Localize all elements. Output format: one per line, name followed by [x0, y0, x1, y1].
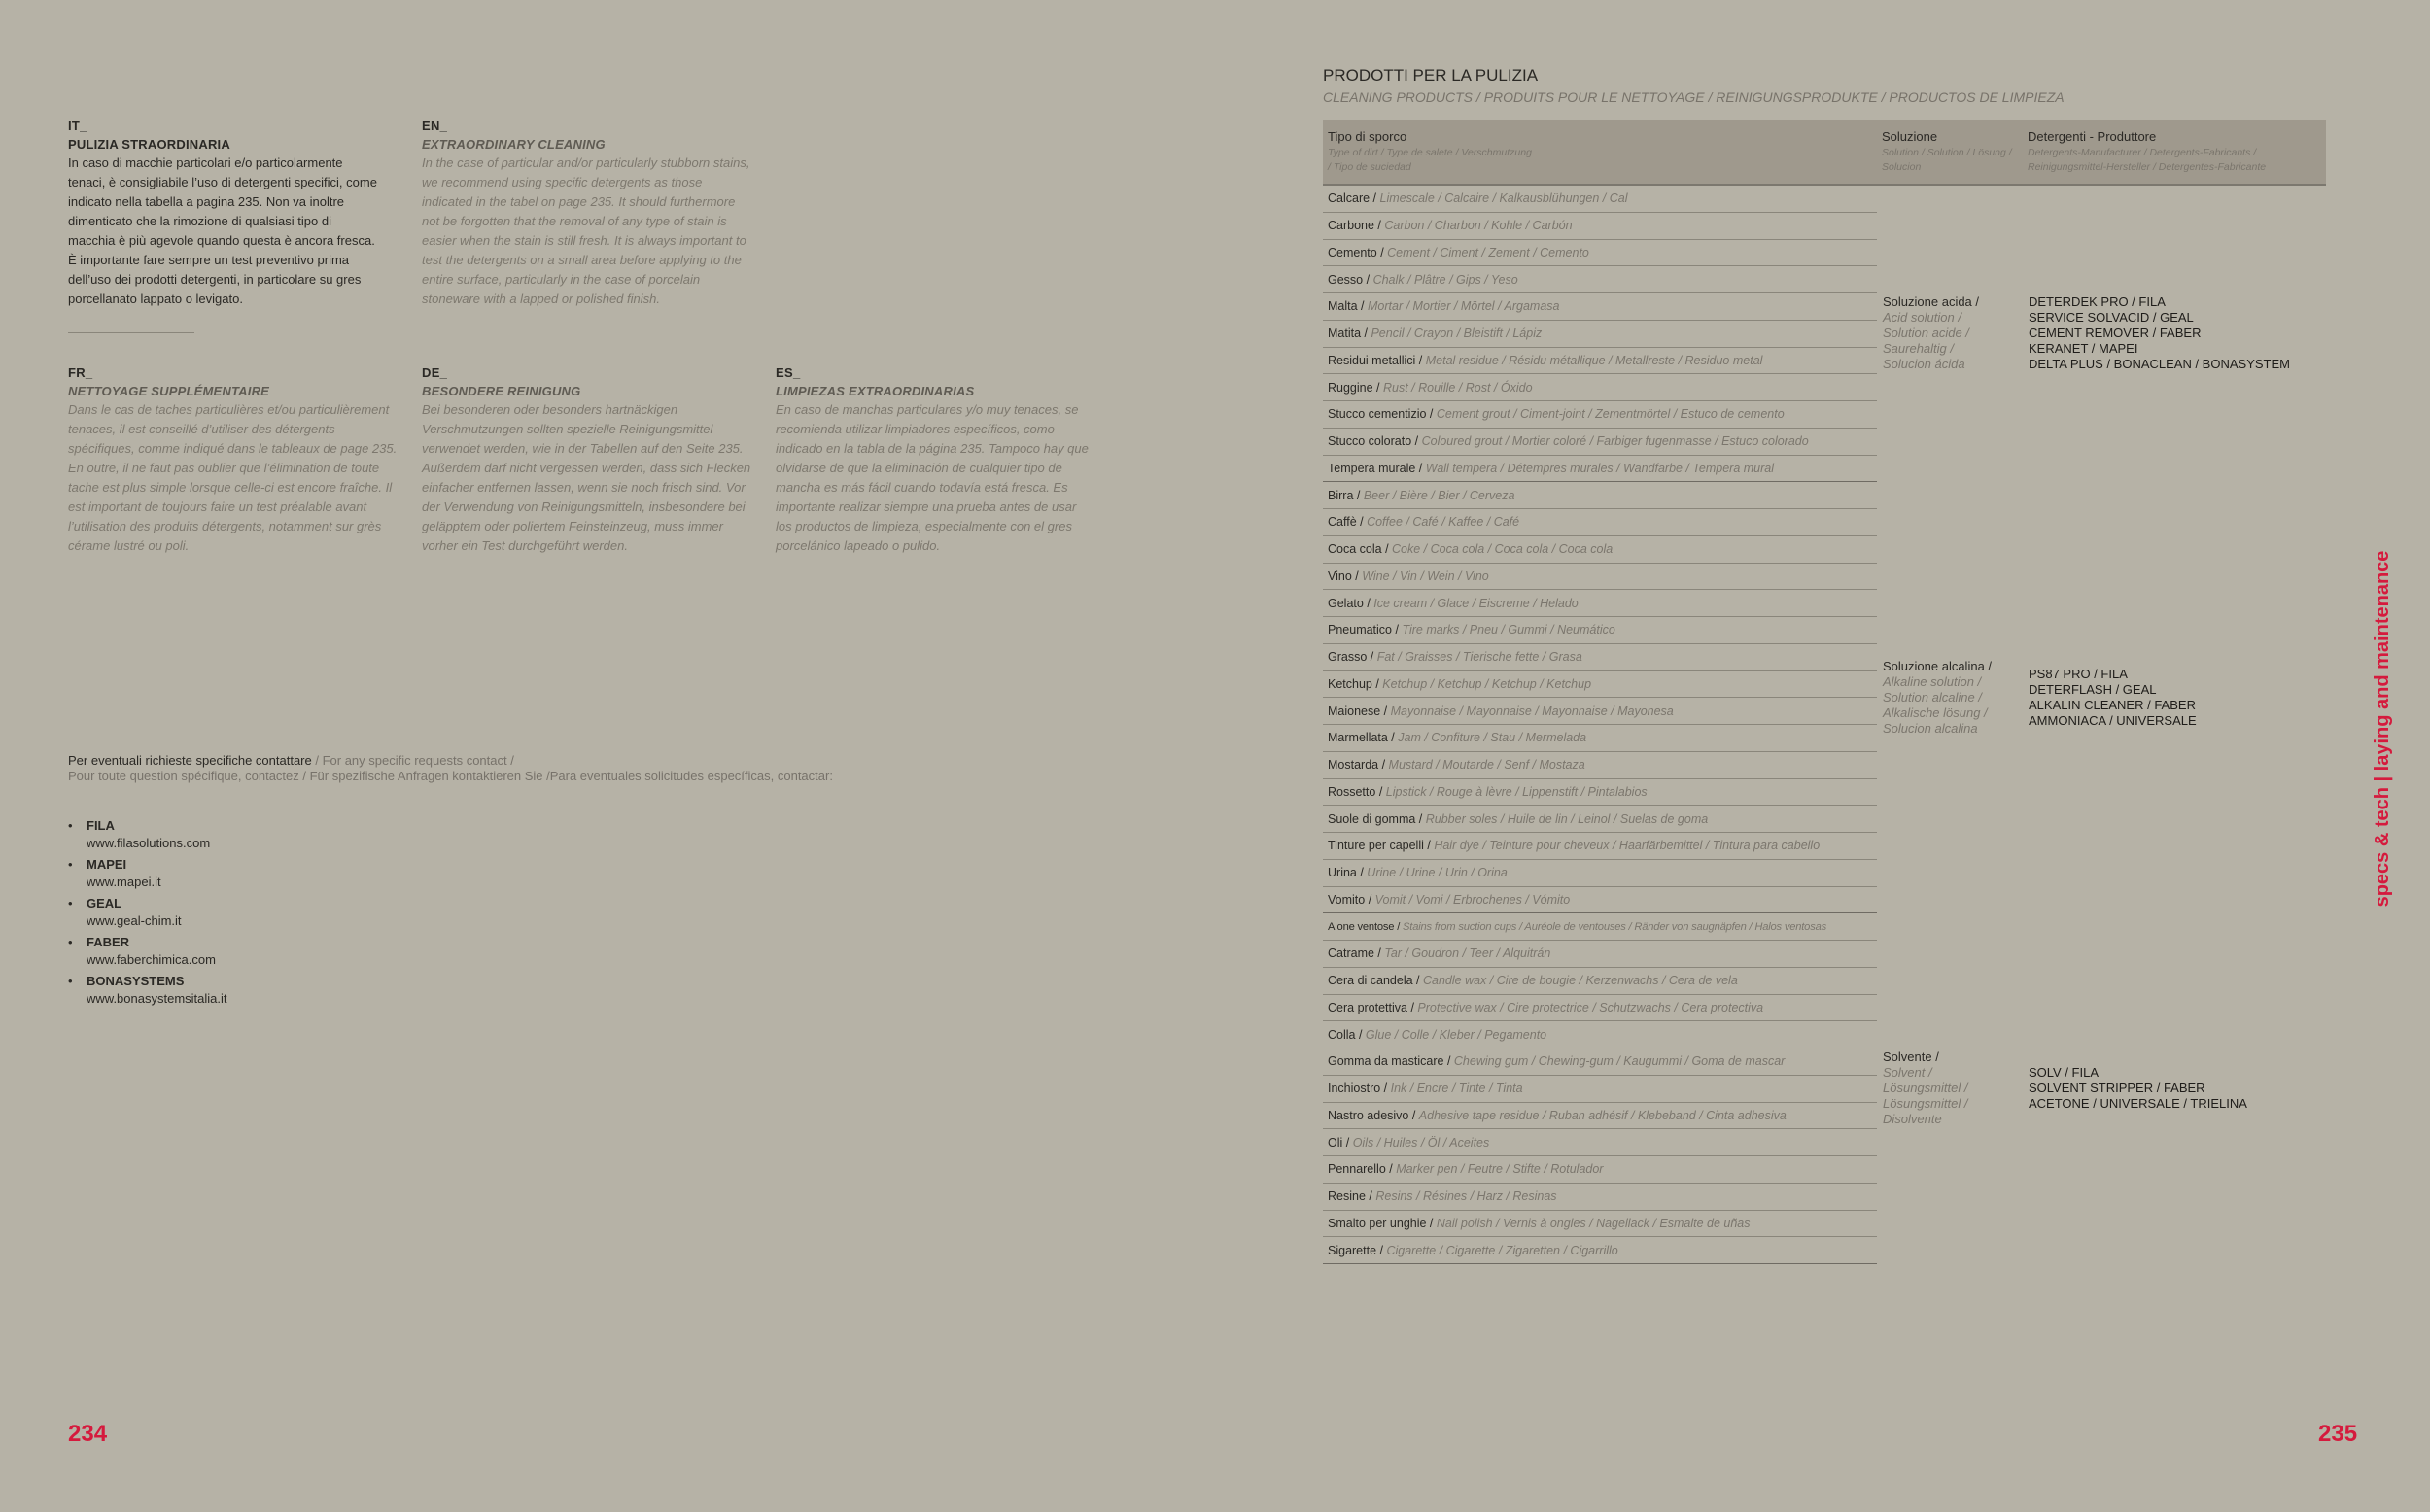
dirt-name-it: Tempera murale [1328, 461, 1416, 475]
dirt-name-translations: Mortar / Mortier / Mörtel / Argamasa [1368, 299, 1560, 314]
solution-name: Soluzione acida / [1883, 294, 1980, 310]
dirt-name-translations: Cement grout / Ciment-joint / Zementmörtel / Estuco de cemento [1436, 407, 1785, 422]
dirt-type-cell: Matita / Pencil / Crayon / Bleistift / Lápiz [1323, 320, 1877, 347]
dirt-name-translations: Nail polish / Vernis à ongles / Nagellack / Esmalte de uñas [1436, 1216, 1751, 1230]
dirt-name-it: Cera protettiva [1328, 1000, 1407, 1014]
company-url[interactable]: www.faberchimica.com [87, 952, 216, 967]
dirt-name-translations: Limescale / Calcaire / Kalkausblühungen / Cal [1379, 191, 1628, 206]
dirt-type-cell: Alone ventose / Stains from suction cups / Auréole de ventouses / Ränder von saugnäpfen / Halos ventosas [1323, 913, 1877, 941]
dirt-name-translations: Chalk / Plâtre / Gips / Yeso [1372, 272, 1518, 287]
contact-translations: Pour toute question spécifique, contactez / Für spezifische Anfragen kontaktieren Sie /Para eventuales solicitudes específicas, contactar: [68, 769, 833, 783]
section-title: PULIZIA STRAORDINARIA [68, 137, 230, 152]
detergent-product: SOLV / FILA [2029, 1065, 2100, 1081]
solution-translation: Disolvente [1883, 1112, 1942, 1127]
dirt-name-it: Ruggine [1328, 380, 1373, 395]
page-number-left: 234 [68, 1421, 108, 1447]
dirt-type-cell: Coca cola / Coke / Coca cola / Coca cola / Coca cola [1323, 535, 1877, 563]
dirt-name-it: Gomma da masticare [1328, 1054, 1444, 1069]
dirt-type-cell: Tempera murale / Wall tempera / Détempres murales / Wandfarbe / Tempera mural [1323, 455, 1877, 482]
dirt-name-it: Pennarello [1328, 1162, 1386, 1177]
dirt-name-translations: Vomit / Vomi / Erbrochenes / Vómito [1374, 892, 1571, 907]
dirt-name-translations: Rust / Rouille / Rost / Óxido [1383, 380, 1533, 395]
dirt-name-it: Sigarette [1328, 1243, 1377, 1257]
section-body: En caso de manchas particulares y/o muy tenaces, se recomienda utilizar limpiadores específicos, como indicado en la tabla de la página 235. Tampoco hay que olvidarse de que la eliminación de cualquier tipo de mancha es más fácil cuando todavía está fresca. Es importante realizar siempre una prueba antes de usar los productos de limpieza, especialmente con el gres porcelánico lapeado o pulido. [776, 402, 1089, 553]
dirt-name-translations: Stains from suction cups / Auréole de ventouses / Ränder von saugnäpfen / Halos ventosas [1403, 920, 1827, 933]
section-es [776, 365, 1091, 556]
dirt-type-cell: Cera di candela / Candle wax / Cire de bougie / Kerzenwachs / Cera de vela [1323, 967, 1877, 994]
section-side-label: specs & tech | laying and maintenance [2372, 550, 2393, 908]
dirt-name-translations: Urine / Urine / Urin / Orina [1367, 866, 1508, 880]
dirt-name-it: Alone ventose [1328, 920, 1395, 933]
dirt-type-cell: Residui metallici / Metal residue / Résidu métallique / Metallreste / Residuo metal [1323, 347, 1877, 374]
dirt-name-translations: Cement / Ciment / Zement / Cemento [1387, 245, 1589, 259]
dirt-type-cell: Catrame / Tar / Goudron / Teer / Alquitrán [1323, 941, 1877, 968]
detergent-product: DELTA PLUS / BONACLEAN / BONASYSTEM [2029, 357, 2290, 372]
detergent-cell [2023, 185, 2326, 482]
header-sublabel: Solution / Solution / Lösung / Solucion [1882, 147, 2012, 173]
section-en [422, 119, 754, 309]
dirt-name-translations: Tar / Goudron / Teer / Alquitrán [1384, 946, 1551, 961]
company-name: • MAPEI [87, 857, 127, 872]
dirt-name-translations: Fat / Graisses / Tierische fette / Grasa [1376, 650, 1582, 665]
solution-translation: Solucion ácida [1883, 357, 1965, 372]
dirt-name-it: Suole di gomma [1328, 811, 1416, 826]
dirt-name-it: Rossetto [1328, 784, 1376, 799]
company-name: • BONASYSTEMS [87, 974, 185, 988]
lang-label: DE_ [422, 365, 448, 380]
solution-name: Solvente / [1883, 1049, 1939, 1065]
header-solution [1877, 120, 2023, 185]
contact-note [68, 753, 943, 784]
dirt-type-cell: Inchiostro / Ink / Encre / Tinte / Tinta [1323, 1075, 1877, 1102]
dirt-name-it: Cera di candela [1328, 974, 1413, 988]
page-number-right: 235 [2318, 1421, 2358, 1447]
table-row [1323, 482, 2326, 509]
dirt-name-it: Oli [1328, 1135, 1343, 1150]
header-label: Detergenti - Produttore [2028, 129, 2157, 144]
header-label: Soluzione [1882, 129, 1938, 144]
list-item [68, 856, 457, 891]
solution-cell [1877, 913, 2023, 1264]
solution-translation: Solucion alcalina [1883, 720, 1978, 736]
dirt-name-it: Coca cola [1328, 542, 1382, 557]
dirt-type-cell: Sigarette / Cigarette / Cigarette / Zigaretten / Cigarrillo [1323, 1237, 1877, 1264]
dirt-name-translations: Candle wax / Cire de bougie / Kerzenwachs / Cera de vela [1422, 974, 1738, 988]
section-title: NETTOYAGE SUPPLÉMENTAIRE [68, 384, 270, 398]
dirt-type-cell: Suole di gomma / Rubber soles / Huile de lin / Leinol / Suelas de goma [1323, 806, 1877, 833]
dirt-name-it: Gelato [1328, 596, 1364, 610]
solution-translation: Alkaline solution / [1883, 673, 1982, 689]
dirt-name-translations: Coffee / Café / Kaffee / Café [1367, 515, 1520, 530]
list-item [68, 973, 457, 1008]
contact-intro: Per eventuali richieste specifiche contattare [68, 753, 312, 768]
cleaning-table-wrapper [1323, 120, 2326, 1264]
dirt-type-cell: Cera protettiva / Protective wax / Cire protectrice / Schutzwachs / Cera protectiva [1323, 994, 1877, 1021]
dirt-type-cell: Gelato / Ice cream / Glace / Eiscreme / Helado [1323, 590, 1877, 617]
detergent-cell [2023, 482, 2326, 913]
lang-label: EN_ [422, 119, 448, 133]
dirt-type-cell: Oli / Oils / Huiles / Öl / Aceites [1323, 1129, 1877, 1156]
section-title: BESONDERE REINIGUNG [422, 384, 581, 398]
dirt-name-it: Nastro adesivo [1328, 1108, 1409, 1122]
contact-list [68, 817, 457, 1012]
dirt-name-it: Caffè [1328, 515, 1357, 530]
header-dirt [1323, 120, 1877, 185]
dirt-type-cell: Ketchup / Ketchup / Ketchup / Ketchup / Ketchup [1323, 670, 1877, 698]
dirt-name-translations: Mayonnaise / Mayonnaise / Mayonnaise / Mayonesa [1390, 704, 1674, 718]
dirt-type-cell: Malta / Mortar / Mortier / Mörtel / Argamasa [1323, 293, 1877, 321]
company-name: • GEAL [87, 896, 122, 911]
dirt-name-translations: Coloured grout / Mortier coloré / Farbiger fugenmasse / Estuco colorado [1421, 434, 1809, 449]
dirt-name-translations: Carbon / Charbon / Kohle / Carbón [1384, 219, 1573, 233]
list-item [68, 934, 457, 969]
detergent-product: KERANET / MAPEI [2029, 341, 2138, 357]
dirt-type-cell: Smalto per unghie / Nail polish / Vernis à ongles / Nagellack / Esmalte de uñas [1323, 1210, 1877, 1237]
dirt-name-it: Vomito [1328, 892, 1366, 907]
dirt-name-it: Resine [1328, 1189, 1366, 1204]
section-body: Bei besonderen oder besonders hartnäckigen Verschmutzungen sollten spezielle Reinigungsmittel verwendet werden, wie in der Tabellen auf den Seite 235. Außerdem darf nicht vergessen werden, dass sich Flecken einfacher entfernen lassen, wenn sie noch frisch sind. Vor der Verwendung von Reinigungsmitteln, insbesondere bei geläpptem oder poliertem Feinsteinzeug, muss immer vorher ein Test durchgeführt werden. [422, 402, 751, 553]
solution-name: Soluzione alcalina / [1883, 658, 1993, 673]
dirt-type-cell: Vomito / Vomit / Vomi / Erbrochenes / Vómito [1323, 886, 1877, 913]
detergent-cell [2023, 913, 2326, 1264]
dirt-name-it: Residui metallici [1328, 353, 1416, 367]
list-item [68, 895, 457, 930]
list-item [68, 817, 457, 852]
dirt-name-it: Tinture per capelli [1328, 839, 1424, 853]
cleaning-table [1323, 120, 2326, 1264]
dirt-type-cell: Pennarello / Marker pen / Feutre / Stifte / Rotulador [1323, 1156, 1877, 1184]
dirt-name-translations: Cigarette / Cigarette / Zigaretten / Cigarrillo [1386, 1243, 1618, 1257]
dirt-name-translations: Rubber soles / Huile de lin / Leinol / Suelas de goma [1425, 811, 1709, 826]
dirt-name-it: Smalto per unghie [1328, 1216, 1427, 1230]
detergent-product: DETERFLASH / GEAL [2029, 681, 2157, 697]
dirt-name-translations: Adhesive tape residue / Ruban adhésif / Klebeband / Cinta adhesiva [1418, 1108, 1787, 1122]
dirt-name-it: Ketchup [1328, 676, 1372, 691]
solution-cell [1877, 185, 2023, 482]
section-body: In the case of particular and/or particularly stubborn stains, we recommend using specific detergents as those indicated in the tabel on page 235. It should furthermore not be forgotten that the removal of any type of stain is easier when the stain is still fresh. It is always important to test the detergents on a small area before applying to the entire surface, particularly in the case of porcelain stoneware with a lapped or polished finish. [422, 155, 750, 306]
dirt-name-it: Stucco colorato [1328, 434, 1412, 449]
solution-cell [1877, 482, 2023, 913]
section-fr [68, 365, 399, 556]
dirt-type-cell: Calcare / Limescale / Calcaire / Kalkausblühungen / Cal [1323, 185, 1877, 212]
dirt-name-translations: Chewing gum / Chewing-gum / Kaugummi / Goma de mascar [1453, 1054, 1786, 1069]
section-it [68, 119, 379, 309]
solution-translation: Lösungsmittel / [1883, 1081, 1968, 1096]
dirt-name-translations: Ink / Encre / Tinte / Tinta [1390, 1082, 1523, 1096]
dirt-type-cell: Mostarda / Mustard / Moutarde / Senf / Mostaza [1323, 751, 1877, 778]
lang-label: ES_ [776, 365, 801, 380]
dirt-type-cell: Grasso / Fat / Graisses / Tierische fette / Grasa [1323, 643, 1877, 670]
company-url[interactable]: www.filasolutions.com [87, 836, 211, 850]
dirt-name-it: Colla [1328, 1027, 1356, 1042]
detergent-product: AMMONIACA / UNIVERSALE [2029, 712, 2197, 728]
detergent-product: SOLVENT STRIPPER / FABER [2029, 1081, 2205, 1096]
dirt-name-it: Inchiostro [1328, 1082, 1381, 1096]
dirt-name-it: Birra [1328, 488, 1354, 502]
dirt-name-translations: Ice cream / Glace / Eiscreme / Helado [1373, 596, 1579, 610]
section-divider [68, 332, 194, 333]
dirt-type-cell: Gesso / Chalk / Plâtre / Gips / Yeso [1323, 266, 1877, 293]
table-header-row [1323, 120, 2326, 185]
solution-translation: Solution acide / [1883, 326, 1969, 341]
table-subtitle: CLEANING PRODUCTS / PRODUITS POUR LE NETTOYAGE / REINIGUNGSPRODUKTE / PRODUCTOS DE LIMPIEZA [1323, 89, 2065, 105]
dirt-name-translations: Wall tempera / Détempres murales / Wandfarbe / Tempera mural [1425, 461, 1774, 475]
dirt-name-translations: Hair dye / Teinture pour cheveux / Haarfärbemittel / Tintura para cabello [1434, 839, 1821, 853]
header-sublabel: Type of dirt / Type de salete / Verschmutzung / Tipo de suciedad [1328, 147, 1532, 173]
dirt-name-translations: Lipstick / Rouge à lèvre / Lippenstift / Pintalabios [1385, 784, 1648, 799]
company-name: • FILA [87, 818, 115, 833]
detergent-product: ACETONE / UNIVERSALE / TRIELINA [2029, 1096, 2247, 1112]
dirt-name-translations: Glue / Colle / Kleber / Pegamento [1365, 1027, 1547, 1042]
dirt-name-translations: Pencil / Crayon / Bleistift / Lápiz [1371, 326, 1543, 341]
solution-translation: Acid solution / [1883, 310, 1961, 326]
solution-translation: Solvent / [1883, 1065, 1932, 1081]
dirt-name-translations: Jam / Confiture / Stau / Mermelada [1398, 731, 1587, 745]
dirt-type-cell: Rossetto / Lipstick / Rouge à lèvre / Lippenstift / Pintalabios [1323, 778, 1877, 806]
dirt-name-it: Stucco cementizio [1328, 407, 1427, 422]
solution-translation: Saurehaltig / [1883, 341, 1954, 357]
dirt-name-it: Carbone [1328, 219, 1374, 233]
dirt-name-translations: Marker pen / Feutre / Stifte / Rotulador [1396, 1162, 1604, 1177]
dirt-type-cell: Colla / Glue / Colle / Kleber / Pegamento [1323, 1021, 1877, 1048]
solution-translation: Lösungsmittel / [1883, 1096, 1968, 1112]
dirt-name-translations: Wine / Vin / Wein / Vino [1362, 568, 1489, 583]
dirt-type-cell: Marmellata / Jam / Confiture / Stau / Mermelada [1323, 725, 1877, 752]
dirt-name-translations: Oils / Huiles / Öl / Aceites [1352, 1135, 1490, 1150]
dirt-type-cell: Carbone / Carbon / Charbon / Kohle / Carbón [1323, 212, 1877, 239]
dirt-name-it: Cemento [1328, 245, 1377, 259]
section-title: EXTRAORDINARY CLEANING [422, 137, 606, 152]
dirt-type-cell: Maionese / Mayonnaise / Mayonnaise / Mayonnaise / Mayonesa [1323, 698, 1877, 725]
dirt-type-cell: Gomma da masticare / Chewing gum / Chewing-gum / Kaugummi / Goma de mascar [1323, 1048, 1877, 1076]
detergent-product: ALKALIN CLEANER / FABER [2029, 697, 2196, 712]
dirt-name-translations: Protective wax / Cire protectrice / Schutzwachs / Cera protectiva [1417, 1000, 1764, 1014]
section-body: In caso di macchie particolari e/o particolarmente tenaci, è consigliabile l’uso di detergenti specifici, come indicato nella tabella a pagina 235. Non va inoltre dimenticato che la rimozione di qualsiasi tipo di macchia è più agevole quando questa è ancora fresca. È importante fare sempre un test preventivo prima dell’uso dei prodotti detergenti, in particolare su gres porcellanato lappato o levigato. [68, 155, 377, 306]
dirt-type-cell: Tinture per capelli / Hair dye / Teinture pour cheveux / Haarfärbemittel / Tintura para cabello [1323, 833, 1877, 860]
lang-label: FR_ [68, 365, 93, 380]
table-row [1323, 185, 2326, 212]
dirt-name-it: Maionese [1328, 704, 1381, 718]
lang-label: IT_ [68, 119, 87, 133]
dirt-type-cell: Nastro adesivo / Adhesive tape residue / Ruban adhésif / Klebeband / Cinta adhesiva [1323, 1102, 1877, 1129]
dirt-name-it: Malta [1328, 299, 1358, 314]
dirt-type-cell: Birra / Beer / Bière / Bier / Cerveza [1323, 482, 1877, 509]
table-row [1323, 913, 2326, 941]
dirt-name-translations: Ketchup / Ketchup / Ketchup / Ketchup [1382, 676, 1592, 691]
header-sublabel: Detergents-Manufacturer / Detergents-Fabricants / Reinigungsmittel-Hersteller / Detergentes-Fabricante [2028, 147, 2267, 173]
company-url[interactable]: www.mapei.it [87, 875, 161, 889]
company-url[interactable]: www.geal-chim.it [87, 913, 182, 928]
dirt-type-cell: Stucco colorato / Coloured grout / Mortier coloré / Farbiger fugenmasse / Estuco colorado [1323, 428, 1877, 455]
solution-translation: Solution alcaline / [1883, 689, 1982, 704]
detergent-product: CEMENT REMOVER / FABER [2029, 326, 2202, 341]
dirt-type-cell: Caffè / Coffee / Café / Kaffee / Café [1323, 509, 1877, 536]
dirt-name-it: Mostarda [1328, 758, 1379, 773]
dirt-type-cell: Urina / Urine / Urine / Urin / Orina [1323, 859, 1877, 886]
dirt-type-cell: Stucco cementizio / Cement grout / Ciment-joint / Zementmörtel / Estuco de cemento [1323, 401, 1877, 429]
dirt-name-translations: Metal residue / Résidu métallique / Metallreste / Residuo metal [1425, 353, 1763, 367]
contact-translations: / For any specific requests contact / [311, 753, 514, 768]
dirt-name-it: Grasso [1328, 650, 1368, 665]
detergent-product: SERVICE SOLVACID / GEAL [2029, 310, 2194, 326]
dirt-type-cell: Vino / Wine / Vin / Wein / Vino [1323, 563, 1877, 590]
dirt-name-it: Gesso [1328, 272, 1364, 287]
header-detergent [2023, 120, 2326, 185]
dirt-name-it: Catrame [1328, 946, 1374, 961]
solution-translation: Alkalische lösung / [1883, 704, 1988, 720]
dirt-name-translations: Beer / Bière / Bier / Cerveza [1363, 488, 1515, 502]
dirt-name-translations: Mustard / Moutarde / Senf / Mostaza [1388, 758, 1585, 773]
dirt-name-it: Vino [1328, 568, 1352, 583]
dirt-name-translations: Tire marks / Pneu / Gummi / Neumático [1402, 623, 1615, 637]
section-body: Dans le cas de taches particulières et/ou particulièrement tenaces, il est conseillé d’utiliser des détergents spécifiques, comme indiqué dans le tableaux de page 235. En outre, il ne faut pas oublier que l’élimination de toute tache est plus simple lorsque celle-ci est encore fraîche. Il est important de toujours faire un test préalable avant l’utilisation des produits détergents, notamment sur grès cérame lustré ou poli. [68, 402, 398, 553]
dirt-name-translations: Resins / Résines / Harz / Resinas [1375, 1189, 1557, 1204]
header-label: Tipo di sporco [1328, 129, 1407, 144]
table-title: PRODOTTI PER LA PULIZIA [1323, 66, 1539, 85]
dirt-type-cell: Pneumatico / Tire marks / Pneu / Gummi / Neumático [1323, 617, 1877, 644]
dirt-type-cell: Ruggine / Rust / Rouille / Rost / Óxido [1323, 374, 1877, 401]
dirt-name-it: Calcare [1328, 191, 1371, 206]
detergent-product: DETERDEK PRO / FILA [2029, 294, 2166, 310]
dirt-name-it: Urina [1328, 866, 1357, 880]
section-title: LIMPIEZAS EXTRAORDINARIAS [776, 384, 975, 398]
dirt-name-it: Marmellata [1328, 731, 1388, 745]
section-de [422, 365, 758, 556]
dirt-type-cell: Resine / Resins / Résines / Harz / Resinas [1323, 1183, 1877, 1210]
detergent-product: PS87 PRO / FILA [2029, 666, 2128, 681]
dirt-type-cell: Cemento / Cement / Ciment / Zement / Cemento [1323, 239, 1877, 266]
dirt-name-it: Pneumatico [1328, 623, 1393, 637]
company-url[interactable]: www.bonasystemsitalia.it [87, 991, 227, 1006]
dirt-name-translations: Coke / Coca cola / Coca cola / Coca cola [1392, 542, 1614, 557]
table-body [1323, 185, 2326, 1264]
company-name: • FABER [87, 935, 130, 949]
dirt-name-it: Matita [1328, 326, 1362, 341]
table-heading [1323, 66, 2343, 105]
